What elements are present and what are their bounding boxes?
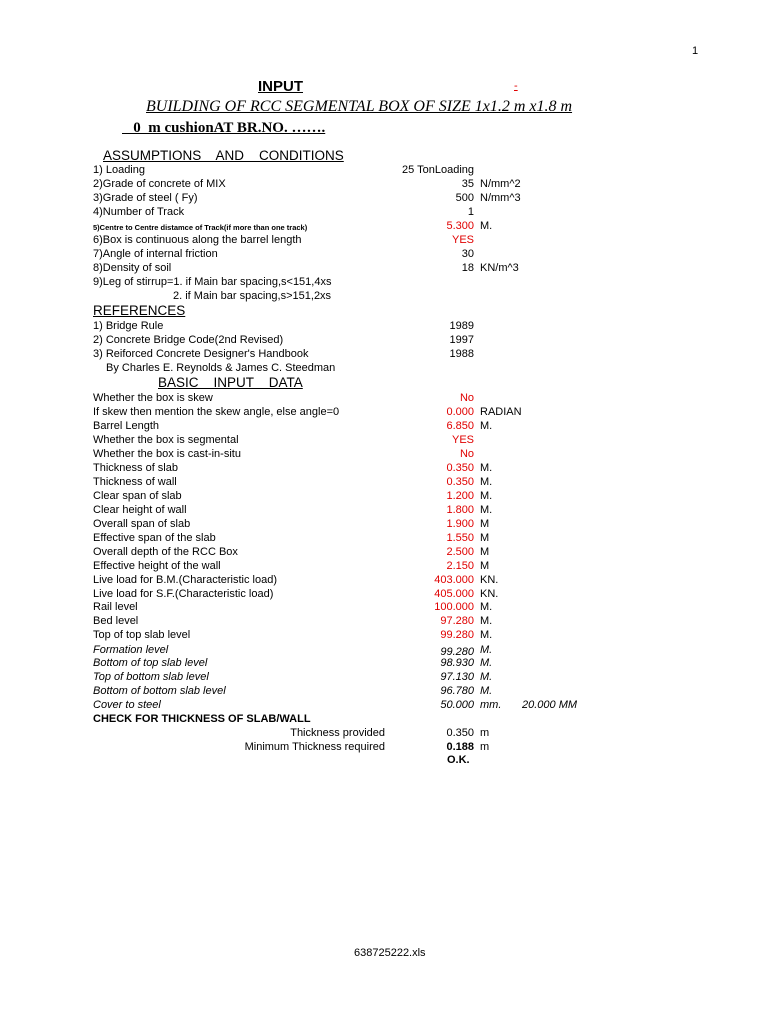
basic-input-row [0,434,768,448]
assumption-label: 2)Grade of concrete of MIX [93,178,226,190]
assumption-row [0,192,768,206]
basic-input-row [0,588,768,602]
check-heading: CHECK FOR THICKNESS OF SLAB/WALL [93,713,311,725]
basic-input-label: Thickness of slab [93,462,178,474]
basic-input-value[interactable]: 100.000 [434,601,474,613]
basic-input-label: Rail level [93,601,138,613]
basic-input-unit: M. [480,490,493,502]
assumption-value[interactable]: 500 [455,192,474,204]
basic-input-value[interactable]: 6.850 [446,420,474,432]
basic-input-unit: M. [480,476,493,488]
basic-input-value[interactable]: 2.150 [446,560,474,572]
basic-input-unit: M. [480,601,493,613]
reference-year: 1989 [449,320,474,332]
assumption-label: 9)Leg of stirrup=1. if Main bar spacing,s<151,4xs [93,276,332,288]
basic-input-unit: KN. [480,588,499,600]
basic-input-value[interactable]: 1.900 [446,518,474,530]
reference-row [0,362,768,376]
basic-input-label: Whether the box is segmental [93,434,239,446]
basic-input-value[interactable]: 97.130 [440,671,474,683]
assumption-label: 3)Grade of steel ( Fy) [93,192,198,204]
basic-input-unit: M. [480,657,493,669]
basic-input-label: Overall span of slab [93,518,191,530]
basic-input-unit: M. [480,615,493,627]
basic-input-row [0,615,768,629]
assumption-row [0,276,768,290]
assumption-label: 1) Loading [93,164,145,176]
basic-input-unit: M [480,518,490,530]
basic-input-label: Live load for B.M.(Characteristic load) [93,574,278,586]
basic-input-unit: M [480,560,490,572]
basic-input-row [0,671,768,685]
basic-input-row [0,644,768,658]
basic-input-label: Formation level [93,644,169,656]
basic-input-label: Top of top slab level [93,629,191,641]
basic-input-value[interactable]: 403.000 [434,574,474,586]
basic-input-unit: RADIAN [480,406,522,418]
basic-input-label: Effective span of the slab [93,532,216,544]
page-number: 1 [692,45,699,57]
reference-year: 1988 [449,348,474,360]
assumption-row [0,220,768,234]
assumption-label: 6)Box is continuous along the barrel length [93,234,302,246]
assumption-row [0,290,768,304]
basic-input-value[interactable]: 1.800 [446,504,474,516]
assumption-label: 2. if Main bar spacing,s>151,2xs [173,290,332,302]
cover-extra-row [0,699,768,713]
assumption-label: 4)Number of Track [93,206,185,218]
basic-input-row [0,629,768,643]
check-row [0,741,768,755]
basic-input-unit: M. [480,644,493,656]
check-result: O.K. [447,754,470,766]
reference-row [0,348,768,362]
basic-input-value[interactable]: 96.780 [440,685,474,697]
check-row [0,727,768,741]
assumption-value[interactable]: 5.300 [446,220,474,232]
basic-input-row [0,504,768,518]
basic-input-unit: M [480,546,490,558]
basic-input-row [0,476,768,490]
assumption-label: 5)Centre to Centre distamce of Track(if more than one track) [93,223,308,232]
basic-input-value[interactable]: No [459,392,474,404]
assumption-unit: N/mm^3 [480,192,521,204]
basic-input-unit: M [480,532,490,544]
basic-input-label: Barrel Length [93,420,160,432]
basic-input-value[interactable]: 50.000 [440,699,474,711]
min-thickness-unit: m [480,741,490,753]
basic-input-value[interactable]: 0.350 [446,462,474,474]
assumption-row [0,164,768,178]
basic-input-label: Cover to steel [93,699,161,711]
assumption-value[interactable]: 1 [467,206,474,218]
min-thickness-label: Minimum Thickness required [244,741,385,753]
basic-input-label: Bottom of bottom slab level [93,685,226,697]
assumption-unit: N/mm^2 [480,178,521,190]
basic-input-label: Bed level [93,615,139,627]
file-name-footer: 638725222.xls [354,947,426,959]
basic-input-unit: M. [480,671,493,683]
basic-input-row [0,490,768,504]
basic-input-heading: BASIC INPUT DATA [158,375,303,390]
assumption-value[interactable]: YES [451,234,474,246]
reference-label: By Charles E. Reynolds & James C. Steedman [106,362,336,374]
basic-input-value[interactable]: YES [451,434,474,446]
thickness-provided-label: Thickness provided [290,727,385,739]
reference-label: 1) Bridge Rule [93,320,164,332]
document-title: BUILDING OF RCC SEGMENTAL BOX OF SIZE 1x1.2 m x1.8 m [146,98,573,115]
min-thickness-value: 0.188 [446,741,474,753]
basic-input-row [0,546,768,560]
check-result-row [0,754,768,768]
document-subtitle: 0 m cushionAT BR.NO. ……. [122,120,326,136]
basic-input-label: Whether the box is skew [93,392,213,404]
basic-input-value[interactable]: No [459,448,474,460]
assumption-label: 8)Density of soil [93,262,172,274]
basic-input-value[interactable]: 1.200 [446,490,474,502]
red-mark: - [514,80,518,92]
basic-input-unit: KN. [480,574,499,586]
basic-input-label: Effective height of the wall [93,560,221,572]
assumption-row [0,206,768,220]
basic-input-value[interactable]: 0.000 [446,406,474,418]
basic-input-row [0,392,768,406]
basic-input-unit: M. [480,685,493,697]
basic-input-row [0,532,768,546]
basic-input-value[interactable]: 98.930 [440,657,474,669]
assumption-row [0,262,768,276]
assumptions-heading: ASSUMPTIONS AND CONDITIONS [103,148,344,163]
assumption-row [0,248,768,262]
basic-input-unit: M. [480,629,493,641]
basic-input-row [0,560,768,574]
basic-input-row [0,574,768,588]
basic-input-unit: mm. [480,699,502,711]
basic-input-value[interactable]: 0.350 [446,476,474,488]
basic-input-value[interactable]: 99.280 [440,646,474,658]
basic-input-label: Overall depth of the RCC Box [93,546,238,558]
cover-extra-value[interactable]: 20.000 MM [522,699,578,711]
assumption-value[interactable]: 25 TonLoading [402,164,474,176]
basic-input-label: Clear span of slab [93,490,182,502]
basic-input-label: Clear height of wall [93,504,187,516]
basic-input-row [0,448,768,462]
basic-input-unit: M. [480,462,493,474]
basic-input-row [0,657,768,671]
references-heading: REFERENCES [93,303,186,318]
basic-input-row [0,462,768,476]
thickness-provided-unit: m [480,727,490,739]
reference-label: 2) Concrete Bridge Code(2nd Revised) [93,334,284,346]
basic-input-value[interactable]: 97.280 [440,615,474,627]
assumption-row [0,234,768,248]
basic-input-value[interactable]: 99.280 [440,629,474,641]
basic-input-label: Top of bottom slab level [93,671,209,683]
reference-label: 3) Reiforced Concrete Designer's Handbook [93,348,309,360]
assumption-value[interactable]: 35 [461,178,474,190]
assumption-label: 7)Angle of internal friction [93,248,218,260]
assumption-unit: M. [480,220,493,232]
assumption-row [0,178,768,192]
basic-input-label: Whether the box is cast-in-situ [93,448,241,460]
reference-row [0,320,768,334]
reference-row [0,334,768,348]
basic-input-label: Live load for S.F.(Characteristic load) [93,588,274,600]
basic-input-label: Bottom of top slab level [93,657,208,669]
basic-input-unit: M. [480,420,493,432]
input-heading: INPUT [258,78,303,95]
assumption-value[interactable]: 18 [461,262,474,274]
check-heading-row [0,713,768,727]
basic-input-label: Thickness of wall [93,476,177,488]
basic-input-row [0,406,768,420]
basic-input-label: If skew then mention the skew angle, else angle=0 [93,406,340,418]
assumption-unit: KN/m^3 [480,262,519,274]
basic-input-unit: M. [480,504,493,516]
thickness-provided-value: 0.350 [446,727,474,739]
assumption-value[interactable]: 30 [461,248,474,260]
reference-year: 1997 [449,334,474,346]
basic-input-row [0,420,768,434]
basic-input-row [0,601,768,615]
basic-input-value[interactable]: 1.550 [446,532,474,544]
basic-input-row [0,518,768,532]
basic-input-value[interactable]: 405.000 [434,588,474,600]
basic-input-row [0,685,768,699]
basic-input-value[interactable]: 2.500 [446,546,474,558]
